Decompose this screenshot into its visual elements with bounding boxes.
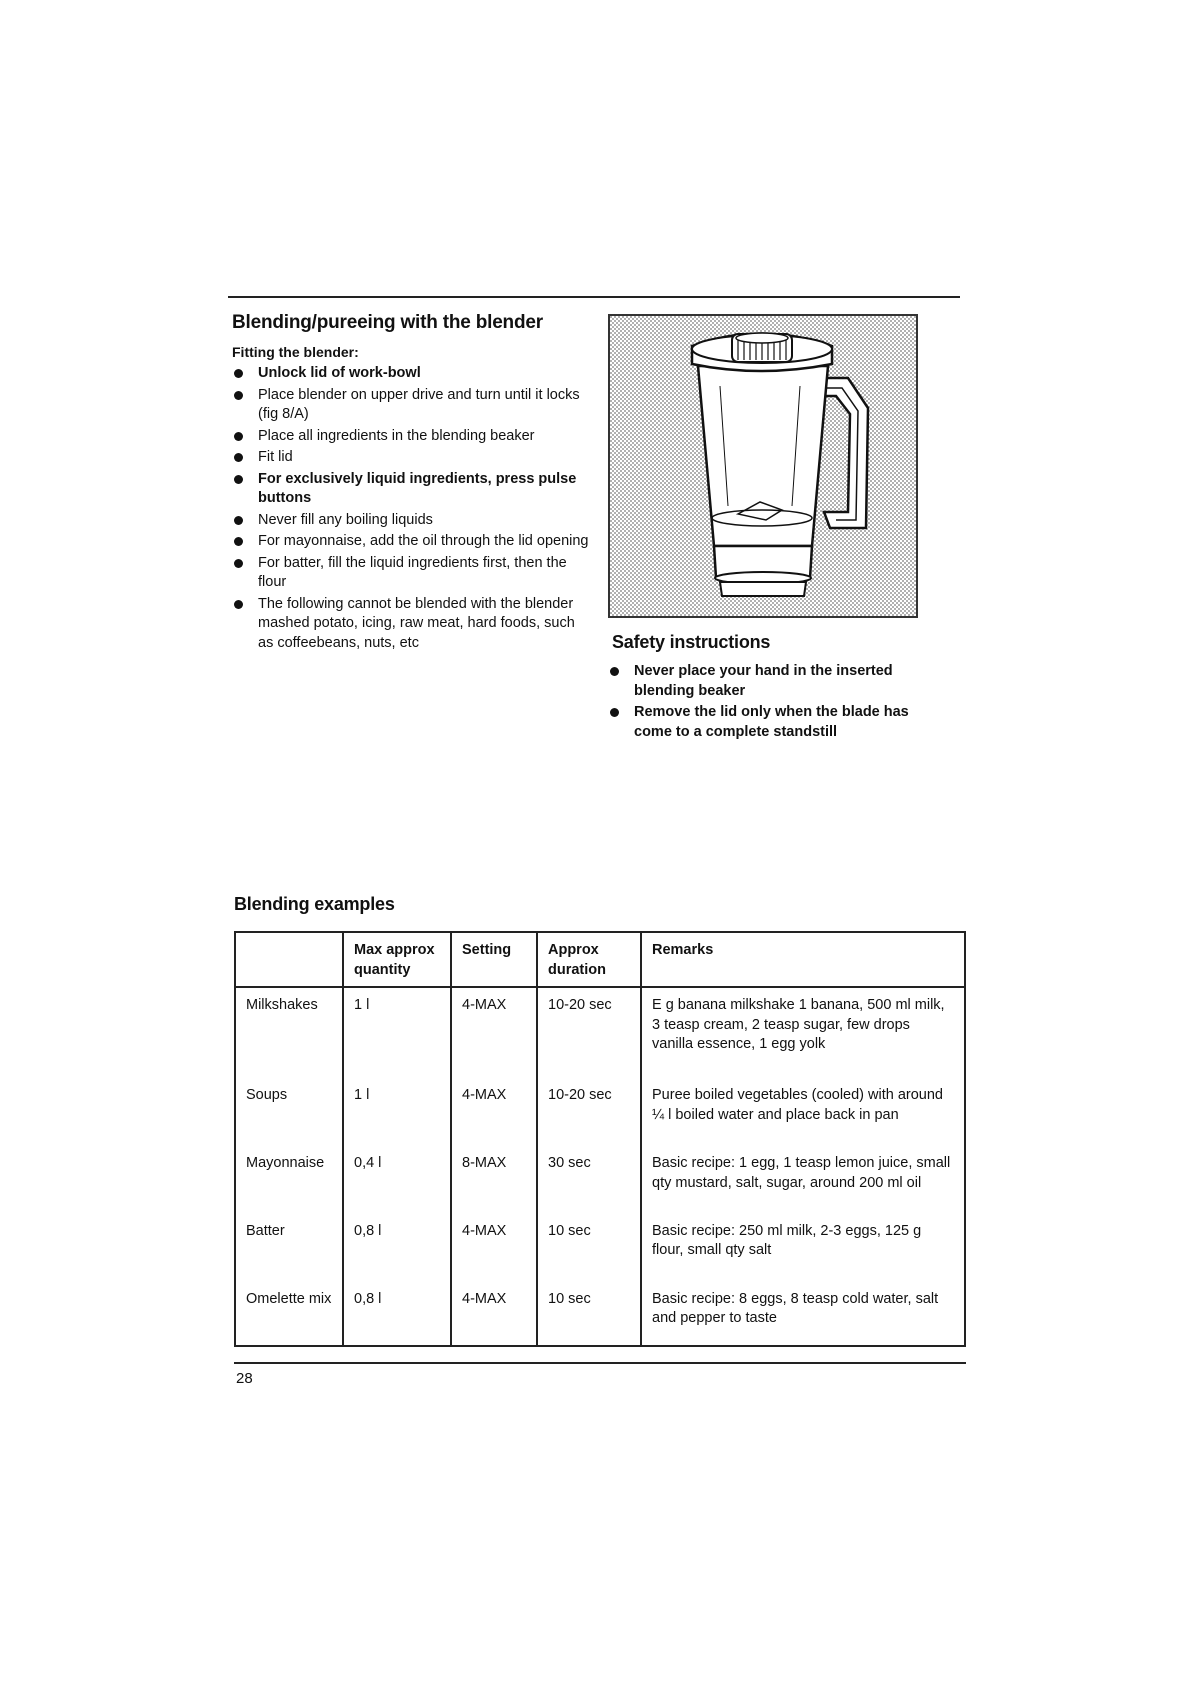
table-cell: 4-MAX — [451, 987, 537, 1078]
table-cell: 10 sec — [537, 1282, 641, 1346]
table-cell: 4-MAX — [451, 1214, 537, 1282]
table-row — [235, 1214, 965, 1282]
table-row — [235, 1146, 965, 1214]
fitting-item: For batter, fill the liquid ingredients first, then the flour — [232, 554, 592, 593]
safety-list — [608, 662, 938, 742]
table-cell: Milkshakes — [235, 987, 343, 1078]
table-cell: 1 l — [343, 987, 451, 1078]
blender-beaker-icon — [610, 316, 916, 616]
table-cell: 0,4 l — [343, 1146, 451, 1214]
table-cell: 0,8 l — [343, 1214, 451, 1282]
fitting-item: Place all ingredients in the blending beaker — [232, 427, 592, 447]
table-cell: Basic recipe: 250 ml milk, 2-3 eggs, 125 g flour, small qty salt — [641, 1214, 965, 1282]
examples-title: Blending examples — [234, 894, 395, 914]
table-cell: Mayonnaise — [235, 1146, 343, 1214]
fitting-item: Never fill any boiling liquids — [232, 511, 592, 531]
fitting-item: The following cannot be blended with the blender mashed potato, icing, raw meat, hard foods, such as coffeebeans, nuts, etc — [232, 595, 592, 654]
blender-illustration — [608, 314, 918, 618]
table-cell: 4-MAX — [451, 1282, 537, 1346]
column-header: Setting — [451, 932, 537, 987]
column-header: Approx duration — [537, 932, 641, 987]
table-cell: Batter — [235, 1214, 343, 1282]
table-cell: Basic recipe: 1 egg, 1 teasp lemon juice, small qty mustard, salt, sugar, around 200 ml oil — [641, 1146, 965, 1214]
fitting-heading: Fitting the blender: — [232, 344, 359, 360]
fitting-item: Fit lid — [232, 448, 592, 468]
table-cell: Omelette mix — [235, 1282, 343, 1346]
table-cell: 4-MAX — [451, 1078, 537, 1146]
fitting-item: For exclusively liquid ingredients, press pulse buttons — [232, 470, 592, 509]
table-cell: Puree boiled vegetables (cooled) with around ¼ l boiled water and place back in pan — [641, 1078, 965, 1146]
table-row — [235, 1282, 965, 1346]
fitting-item: For mayonnaise, add the oil through the lid opening — [232, 532, 592, 552]
table-body — [235, 987, 965, 1346]
table-row — [235, 987, 965, 1078]
bottom-rule — [234, 1362, 966, 1364]
table-cell: Soups — [235, 1078, 343, 1146]
safety-instructions — [608, 662, 938, 744]
table-cell: 8-MAX — [451, 1146, 537, 1214]
column-header: Remarks — [641, 932, 965, 987]
safety-item: Never place your hand in the inserted blending beaker — [608, 662, 938, 701]
blending-examples-table — [234, 931, 966, 1347]
table-cell: E g banana milkshake 1 banana, 500 ml milk, 3 teasp cream, 2 teasp sugar, few drops vanilla essence, 1 egg yolk — [641, 987, 965, 1078]
safety-item: Remove the lid only when the blade has come to a complete standstill — [608, 703, 938, 742]
table-cell: 30 sec — [537, 1146, 641, 1214]
column-header: Max approx quantity — [343, 932, 451, 987]
table-cell: 10 sec — [537, 1214, 641, 1282]
table-cell: 0,8 l — [343, 1282, 451, 1346]
table-row — [235, 1078, 965, 1146]
section-title-blending: Blending/pureeing with the blender — [232, 312, 543, 333]
top-rule — [228, 296, 960, 298]
fitting-instructions — [232, 344, 592, 655]
table-cell: 1 l — [343, 1078, 451, 1146]
table-header-row — [235, 932, 965, 987]
page-number: 28 — [236, 1370, 253, 1387]
fitting-item: Unlock lid of work-bowl — [232, 364, 592, 384]
fitting-list — [232, 364, 592, 653]
table-cell: Basic recipe: 8 eggs, 8 teasp cold water, salt and pepper to taste — [641, 1282, 965, 1346]
table-cell: 10-20 sec — [537, 1078, 641, 1146]
column-header — [235, 932, 343, 987]
safety-title: Safety instructions — [612, 632, 771, 652]
table-cell: 10-20 sec — [537, 987, 641, 1078]
fitting-item: Place blender on upper drive and turn until it locks (fig 8/A) — [232, 386, 592, 425]
